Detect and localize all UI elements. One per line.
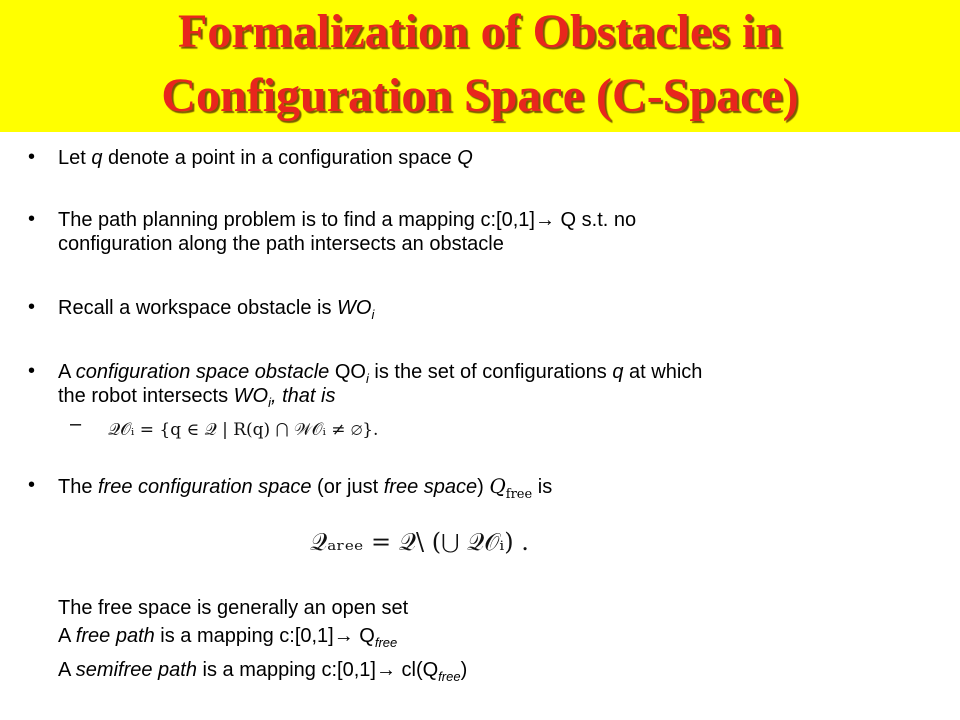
slide-body xyxy=(0,132,960,720)
footer-line-3: A semifree path is a mapping c:[0,1]→ $cl(Q_{free})$ xyxy=(58,659,468,684)
bullet-marker: • xyxy=(28,296,36,318)
bullet-3-text: Recall a workspace obstacle is $WO_i$ xyxy=(58,297,375,322)
free-space-formula: 𝒬ₐᵣₑₑ = 𝒬\ (⋃ 𝒬𝒪ᵢ) . xyxy=(310,528,529,556)
bullet-marker: • xyxy=(28,360,36,382)
bullet-marker: • xyxy=(28,208,36,230)
footer-line-2: A free path is a mapping c:[0,1]→ $Q_{free}$ xyxy=(58,625,398,650)
obstacle-formula: 𝒬𝒪ᵢ = {q ∈ 𝒬 | R(q) ⋂ 𝒲𝒪ᵢ ≠ ∅}. xyxy=(108,420,379,440)
bullet-4-line-2: the robot intersects $WO_i$, that is xyxy=(58,385,336,410)
bullet-marker: • xyxy=(28,146,36,168)
slide-title-line-1: Formalization of Obstacles in xyxy=(178,5,782,58)
bullet-5-text: The free configuration space (or just free space) $Q_{free}$ is xyxy=(58,474,553,502)
slide-title-line-2: Configuration Space (C-Space) xyxy=(161,69,799,122)
bullet-2-line-1: The path planning problem is to find a mapping c:[0,1]→ Q s.t. no xyxy=(58,209,637,231)
bullet-2-line-2: configuration along the path intersects an obstacle xyxy=(58,233,504,255)
bullet-4-line-1: A configuration space obstacle $QO_i$ is the set of configurations q at which xyxy=(58,361,703,386)
sub-bullet-dash: – xyxy=(70,413,82,435)
bullet-marker: • xyxy=(28,474,36,496)
bullet-1-text: Let q denote a point in a configuration space Q xyxy=(58,147,473,169)
footer-line-1: The free space is generally an open set xyxy=(58,597,409,619)
title-bar xyxy=(0,0,960,132)
